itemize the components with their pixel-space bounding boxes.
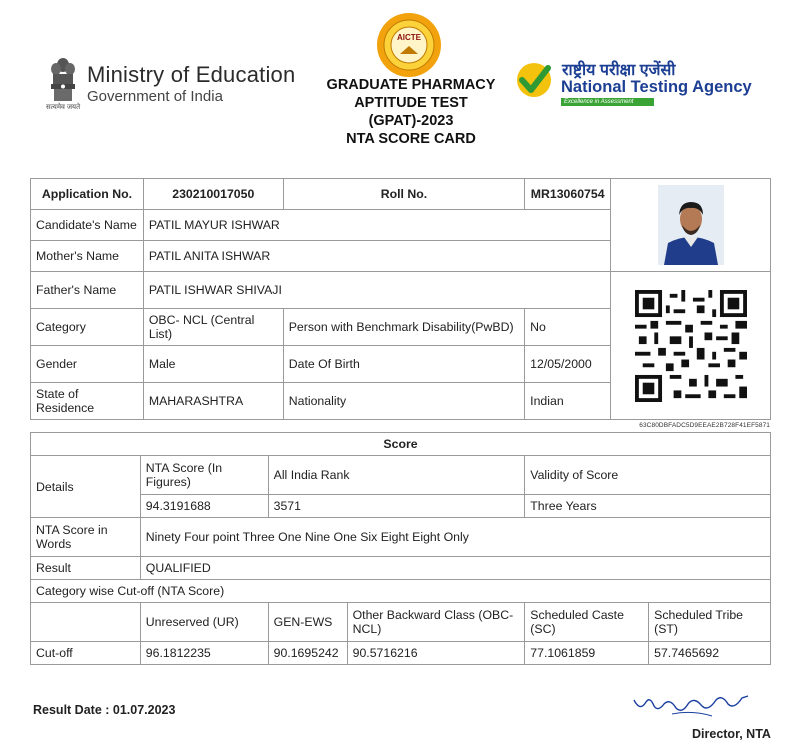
result-value: QUALIFIED xyxy=(140,557,770,580)
gender-label: Gender xyxy=(31,346,144,383)
aicte-logo-icon xyxy=(376,12,442,78)
application-no-label: Application No. xyxy=(31,179,144,210)
cutoff-header-sc: Scheduled Caste (SC) xyxy=(525,603,649,642)
state-label: State of Residence xyxy=(31,383,144,420)
score-words-value: Ninety Four point Three One Nine One Six Eight Eight Only xyxy=(140,518,770,557)
state-value: MAHARASHTRA xyxy=(143,383,283,420)
nta-score-label: NTA Score (In Figures) xyxy=(140,456,268,495)
exam-title-line: GRADUATE PHARMACY xyxy=(326,77,496,93)
father-name-label: Father's Name xyxy=(31,272,144,309)
director-title: Director, NTA xyxy=(692,727,771,741)
qr-hash: 63C80DBFADC5D9EEAE2B728F41EF5871 xyxy=(639,422,770,429)
ministry-subtitle: Government of India xyxy=(87,88,223,105)
nta-hindi-name: राष्ट्रीय परीक्षा एजेंसी xyxy=(562,62,676,79)
cutoff-header-ews: GEN-EWS xyxy=(268,603,347,642)
air-value: 3571 xyxy=(268,495,525,518)
director-signature-icon xyxy=(632,690,752,720)
details-label: Details xyxy=(31,456,141,518)
cutoff-title: Category wise Cut-off (NTA Score) xyxy=(31,580,771,603)
cutoff-header-st: Scheduled Tribe (ST) xyxy=(649,603,771,642)
qr-code-icon xyxy=(635,290,747,402)
roll-no-value: MR13060754 xyxy=(525,179,611,210)
pwbd-value: No xyxy=(525,309,611,346)
cutoff-value-ews: 90.1695242 xyxy=(268,642,347,665)
score-words-label: NTA Score in Words xyxy=(31,518,141,557)
candidate-name-label: Candidate's Name xyxy=(31,210,144,241)
cutoff-value-sc: 77.1061859 xyxy=(525,642,649,665)
pwbd-label: Person with Benchmark Disability(PwBD) xyxy=(283,309,524,346)
exam-title-line: (GPAT)-2023 xyxy=(368,113,454,129)
aicte-logo-text: AICTE xyxy=(397,33,421,42)
mother-name-label: Mother's Name xyxy=(31,241,144,272)
roll-no-label: Roll No. xyxy=(283,179,524,210)
dob-value: 12/05/2000 xyxy=(525,346,611,383)
validity-value: Three Years xyxy=(525,495,771,518)
exam-title xyxy=(318,76,504,148)
qr-cell xyxy=(611,272,771,420)
nta-logo-icon xyxy=(514,60,554,100)
candidate-name-value: PATIL MAYUR ISHWAR xyxy=(143,210,610,241)
score-title: Score xyxy=(31,433,771,456)
exam-title-line: NTA SCORE CARD xyxy=(346,131,476,147)
nationality-value: Indian xyxy=(525,383,611,420)
cutoff-header-blank xyxy=(31,603,141,642)
emblem-motto: सत्यमेव जयते xyxy=(46,104,81,111)
dob-label: Date Of Birth xyxy=(283,346,524,383)
application-no-value: 230210017050 xyxy=(143,179,283,210)
photo-cell xyxy=(611,179,771,272)
cutoff-value-st: 57.7465692 xyxy=(649,642,771,665)
category-label: Category xyxy=(31,309,144,346)
gender-value: Male xyxy=(143,346,283,383)
ministry-name: Ministry of Education xyxy=(87,62,296,87)
father-name-value: PATIL ISHWAR SHIVAJI xyxy=(143,272,610,309)
candidate-info-table xyxy=(30,178,771,420)
cutoff-value-ur: 96.1812235 xyxy=(140,642,268,665)
mother-name-value: PATIL ANITA ISHWAR xyxy=(143,241,610,272)
result-label: Result xyxy=(31,557,141,580)
result-date: Result Date : 01.07.2023 xyxy=(33,703,176,717)
national-emblem-icon xyxy=(48,56,78,106)
nta-tagline: Excellence in Assessment xyxy=(561,98,654,106)
cutoff-header-ur: Unreserved (UR) xyxy=(140,603,268,642)
cutoff-value-obc: 90.5716216 xyxy=(347,642,525,665)
validity-label: Validity of Score xyxy=(525,456,771,495)
air-label: All India Rank xyxy=(268,456,525,495)
exam-title-line: APTITUDE TEST xyxy=(354,95,468,111)
candidate-photo xyxy=(658,185,724,265)
nta-score-value: 94.3191688 xyxy=(140,495,268,518)
score-table xyxy=(30,432,771,665)
cutoff-header-obc: Other Backward Class (OBC-NCL) xyxy=(347,603,525,642)
nta-name: National Testing Agency xyxy=(561,78,752,96)
category-value: OBC- NCL (Central List) xyxy=(143,309,283,346)
nationality-label: Nationality xyxy=(283,383,524,420)
cutoff-label: Cut-off xyxy=(31,642,141,665)
